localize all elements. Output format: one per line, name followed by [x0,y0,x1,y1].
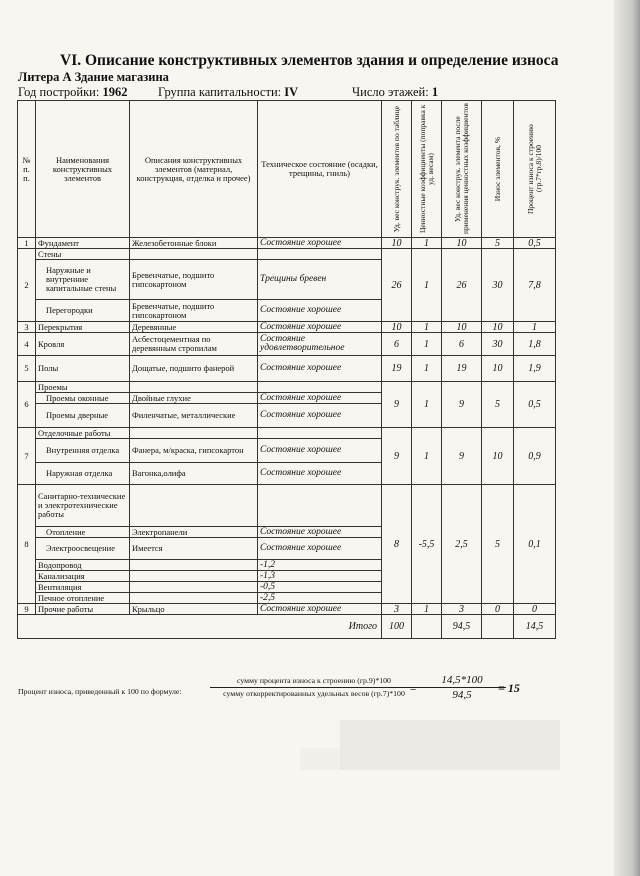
page-edge [614,0,640,876]
header-num: № п. п. [18,101,36,238]
formula-result: = 15 [498,681,520,695]
table-row: 7 Отделочные работы 9 1 9 10 0,9 [18,428,556,439]
table-row: Наружные и внутренние капитальные стены Бревенчатые, подшито гипсокартоном Трещины бревен [18,260,556,300]
formula-fraction [210,676,418,698]
wear-table [17,100,556,639]
table-row: Печное отопление -2,5 [18,593,556,604]
table-row: Проемы дверные Филенчатые, металлические Состояние хорошее [18,404,556,428]
header-c6: Ценностные коэффициенты (поправка к уд. весам) [412,101,442,238]
header-desc: Описания конструктивных элементов (материал, конструкция, отделка и прочее) [130,101,258,238]
table-row: Вентиляция -0,5 [18,582,556,593]
table-row: Проемы оконные Двойные глухие Состояние хорошее [18,393,556,404]
table-row: Канализация -1,3 [18,571,556,582]
formula-numerator-value: 14,5*100 [441,674,483,686]
header-c9: Процент износа к строению (гр.7*гр.8)/100 [514,101,556,238]
table-row: Внутренняя отделка Фанера, м/краска, гипсокартон Состояние хорошее [18,439,556,463]
formula-equals: = [410,683,417,695]
table-row: Перегородки Бревенчатые, подшито гипсокартоном Состояние хорошее [18,300,556,322]
table-row: 3 Перекрытия Деревянные Состояние хорошее 10 1 10 10 1 [18,322,556,333]
table-row: 6 Проемы 9 1 9 5 0,5 [18,382,556,393]
table-row: 8 Санитарно-технические и электротехнические работы 8 -5,5 2,5 5 0,1 [18,485,556,527]
table-row: Отопление Электропанели Состояние хорошее [18,527,556,538]
bleed-through-shadow [300,700,560,770]
building-subtitle: Литера А Здание магазина [18,70,169,84]
header-c7: Уд. вес конструк. элемента после применения ценностных коэффициентов [442,101,482,238]
total-row: Итого 100 94,5 14,5 [18,615,556,639]
formula-denominator: сумму откорректированных удельных весов (гр.7)*100 [223,689,405,698]
floor-count: Число этажей: 1 [352,85,439,99]
table-row: 4 Кровля Асбестоцементная по деревянным стропилам Состояние удовлетворительное 6 1 6 30 1,8 [18,333,556,356]
table-header-row [18,101,556,238]
table-row: Электроосвещение Имеется Состояние хорошее [18,538,556,560]
section-title: VI. Описание конструктивных элементов здания и определение износа [60,52,559,69]
header-name: Наименования конструктивных элементов [36,101,130,238]
table-row: 5 Полы Дощатые, подшито фанерой Состояние хорошее 19 1 19 10 1,9 [18,356,556,382]
formula-numerator: сумму процента износа к строению (гр.9)*100 [237,676,391,685]
table-row: 1 Фундамент Железобетонные блоки Состояние хорошее 10 1 10 5 0,5 [18,238,556,249]
header-c5: Уд. вес конструк. элементов по таблице [382,101,412,238]
capital-group: Группа капитальности: IV [158,85,299,99]
header-c8: Износ элементов, % [482,101,514,238]
table-row: Водопровод -1,2 [18,560,556,571]
table-row: 2 Стены 26 1 26 30 7,8 [18,249,556,260]
formula-label: Процент износа, приведенный к 100 по формуле: [18,687,182,696]
construction-year: Год постройки: 1962 [18,85,128,99]
formula-values [418,674,506,701]
formula-denominator-value: 94,5 [452,689,472,701]
header-state: Техническое состояние (осадки, трещины, гниль) [258,101,382,238]
table-row: Наружная отделка Вагонка,олифа Состояние хорошее [18,463,556,485]
table-row: 9 Прочие работы Крыльцо Состояние хорошее 3 1 3 0 0 [18,604,556,615]
